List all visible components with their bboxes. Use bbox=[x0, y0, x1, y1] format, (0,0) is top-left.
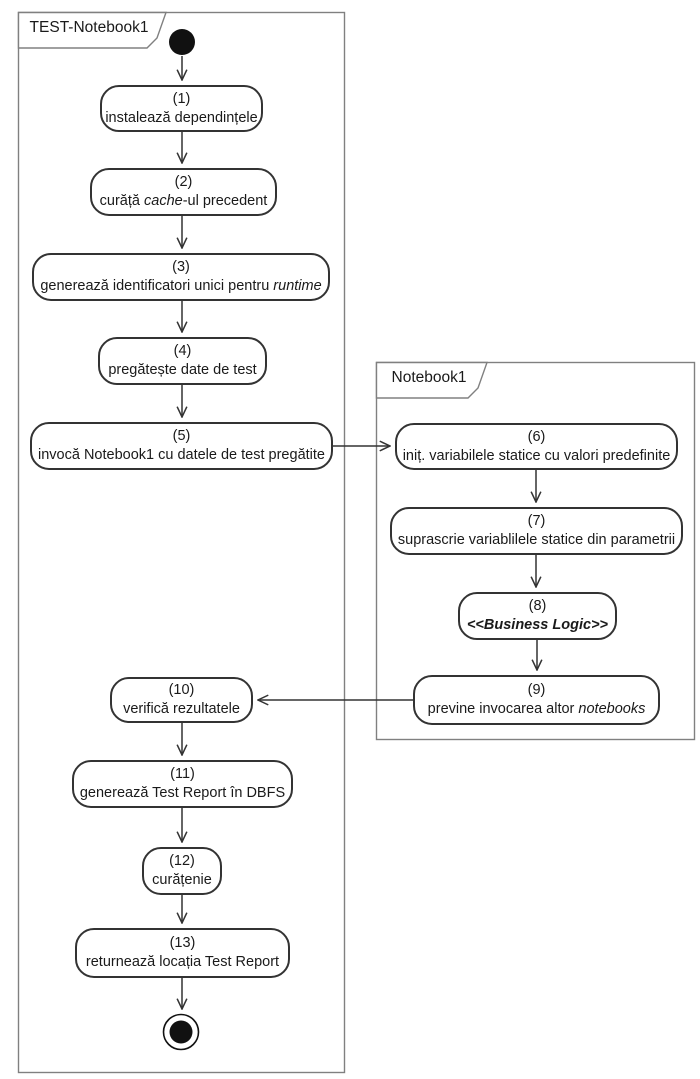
node-number: (5) bbox=[172, 428, 191, 444]
node-number: (12) bbox=[169, 853, 195, 869]
activity-node-11 bbox=[72, 760, 293, 808]
node-number: (6) bbox=[527, 428, 546, 445]
node-label: previne invocarea altor notebooks bbox=[427, 701, 646, 717]
node-label: pregătește date de test bbox=[108, 362, 257, 378]
node-number: (11) bbox=[170, 766, 195, 782]
node-label: returnează locația Test Report bbox=[85, 954, 280, 970]
node-number: (4) bbox=[173, 343, 192, 359]
node-label: invocă Notebook1 cu datele de test pregătite bbox=[38, 447, 325, 463]
activity-node-6 bbox=[395, 423, 678, 470]
activity-node-12 bbox=[142, 847, 222, 895]
node-label: generează Test Report în DBFS bbox=[79, 785, 286, 801]
activity-node-10 bbox=[110, 677, 253, 723]
node-label: curăță cache-ul precedent bbox=[99, 193, 268, 209]
node-label: instalează dependințele bbox=[105, 109, 258, 126]
node-label: suprascrie variablilele statice din parametrii bbox=[397, 532, 676, 548]
node-label: generează identificatori unici pentru runtime bbox=[40, 278, 322, 294]
node-label: verifică rezultatele bbox=[123, 701, 240, 717]
node-label: iniț. variabilele statice cu valori predefinite bbox=[402, 447, 671, 464]
activity-node-4 bbox=[98, 337, 267, 385]
activity-node-2 bbox=[90, 168, 277, 216]
node-number: (10) bbox=[168, 682, 195, 698]
activity-node-1 bbox=[100, 85, 263, 132]
node-label: <<Business Logic>> bbox=[466, 617, 609, 633]
activity-node-9 bbox=[413, 675, 660, 725]
activity-node-5 bbox=[30, 422, 333, 470]
node-number: (9) bbox=[527, 682, 546, 698]
activity-node-7 bbox=[390, 507, 683, 555]
frame-title-notebook1: Notebook1 bbox=[391, 369, 467, 386]
node-number: (3) bbox=[172, 259, 190, 275]
node-number: (8) bbox=[528, 598, 547, 614]
activity-node-3 bbox=[32, 253, 330, 301]
final-node-inner-icon bbox=[170, 1021, 193, 1044]
activity-node-8 bbox=[458, 592, 617, 640]
initial-node-icon bbox=[169, 29, 195, 55]
activity-node-13 bbox=[75, 928, 290, 978]
node-number: (7) bbox=[527, 513, 546, 529]
node-number: (2) bbox=[174, 174, 193, 190]
node-number: (1) bbox=[172, 90, 191, 107]
node-label: curățenie bbox=[152, 872, 212, 888]
node-number: (13) bbox=[169, 935, 196, 951]
frame-title-test-notebook1: TEST-Notebook1 bbox=[29, 19, 149, 36]
